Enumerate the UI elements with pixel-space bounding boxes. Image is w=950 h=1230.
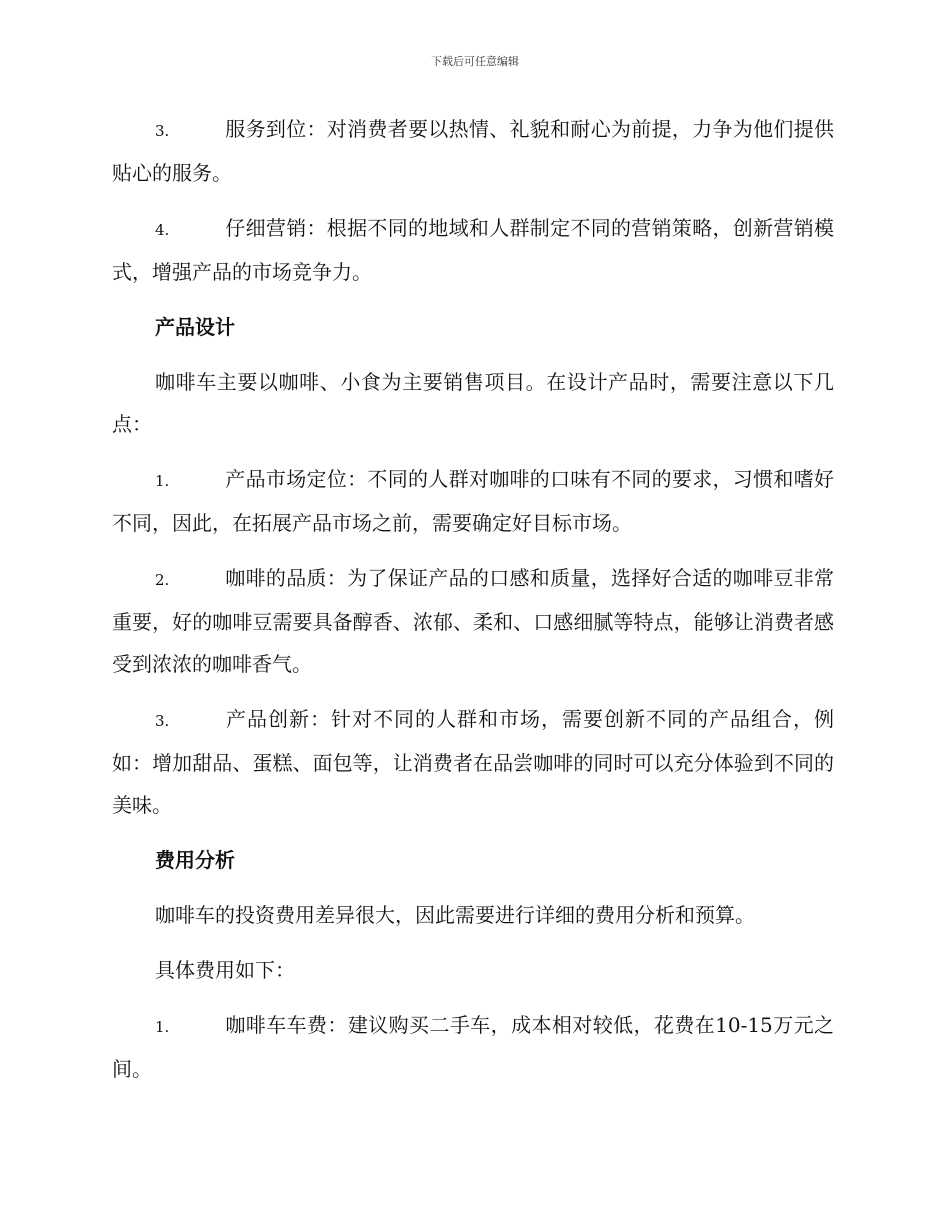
list-item-text: 服务到位：对消费者要以热情、礼貌和耐心为前提，力争为他们提供贴心的服务。 [112, 117, 834, 185]
document-body [112, 108, 834, 1090]
paragraph: 咖啡车主要以咖啡、小食为主要销售项目。在设计产品时，需要注意以下几点： [112, 370, 834, 436]
list-item [112, 207, 834, 293]
list-item [112, 108, 834, 194]
list-item-text: 仔细营销：根据不同的地域和人群制定不同的营销策略，创新营销模式，增强产品的市场竞争力。 [112, 216, 834, 284]
paragraph: 具体费用如下： [155, 958, 295, 982]
section-heading: 费用分析 [155, 848, 235, 872]
list-item [112, 1004, 834, 1090]
list-item-number: 4. [155, 221, 170, 239]
list-item-text: 咖啡的品质：为了保证产品的口感和质量，选择好合适的咖啡豆非常重要，好的咖啡豆需要具备醇香、浓郁、柔和、口感细腻等特点，能够让消费者感受到浓浓的咖啡香气。 [112, 566, 834, 676]
list-item-text: 咖啡车车费：建议购买二手车，成本相对较低，花费在10-15万元之间。 [112, 1013, 834, 1081]
list-item-number: 3. [155, 712, 170, 730]
list-item-number: 1. [155, 1018, 170, 1036]
page-header: 下载后可任意编辑 [431, 55, 519, 68]
list-item [112, 458, 834, 544]
list-item-number: 3. [155, 122, 170, 140]
list-item-text: 产品市场定位：不同的人群对咖啡的口味有不同的要求，习惯和嗜好不同，因此，在拓展产品市场之前，需要确定好目标市场。 [112, 467, 834, 535]
list-item [112, 698, 834, 826]
list-item-number: 2. [155, 571, 170, 589]
list-item [112, 557, 834, 685]
paragraph: 咖啡车的投资费用差异很大，因此需要进行详细的费用分析和预算。 [155, 903, 755, 927]
section-heading: 产品设计 [155, 315, 235, 339]
list-item-number: 1. [155, 472, 170, 490]
list-item-text: 产品创新：针对不同的人群和市场，需要创新不同的产品组合，例如：增加甜品、蛋糕、面包等，让消费者在品尝咖啡的同时可以充分体验到不同的美味。 [112, 707, 834, 817]
